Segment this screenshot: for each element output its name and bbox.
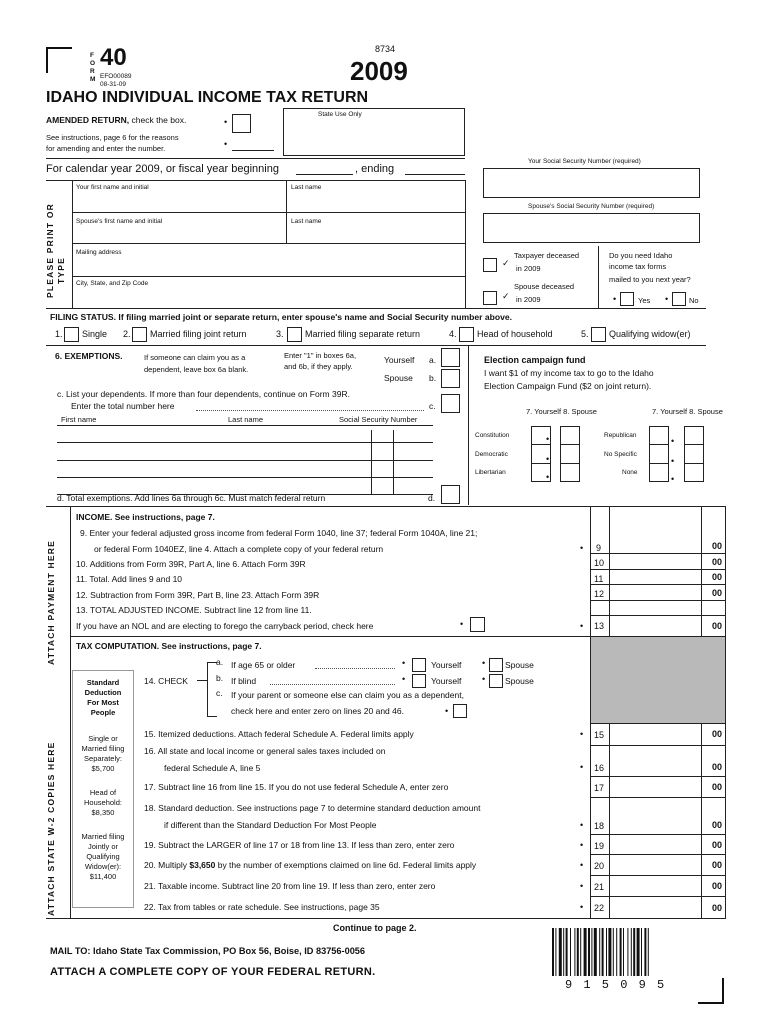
line-20-text: 20. Multiply $3,650 by the number of exemptions claimed on line 6d. Federal limits apply bbox=[144, 860, 477, 870]
line-14a-letter: a. bbox=[216, 657, 224, 667]
exemptions-claim-2: dependent, leave box 6a blank. bbox=[144, 365, 249, 374]
form-number: 40 bbox=[100, 44, 127, 71]
election-right-yourself-col[interactable] bbox=[649, 426, 669, 482]
dependent-row[interactable] bbox=[57, 460, 433, 461]
blind-yourself-checkbox[interactable] bbox=[412, 674, 426, 688]
checkmark-icon: ✓ bbox=[502, 291, 510, 301]
attach-payment-label: ATTACH PAYMENT HERE bbox=[46, 540, 56, 665]
line-19-text: 19. Subtract the LARGER of line 17 or 18 from line 13. If less than zero, enter zero bbox=[144, 840, 455, 850]
std-title: Standard Deduction For Most People bbox=[84, 678, 122, 717]
line-18-amount[interactable]: 00 bbox=[711, 820, 722, 830]
election-col-right: 7. Yourself 8. Spouse bbox=[652, 407, 723, 416]
line-21-text: 21. Taxable income. Subtract line 20 from line 19. If less than zero, enter zero bbox=[144, 881, 436, 891]
filing-hoh-label: Head of household bbox=[477, 329, 553, 339]
line-19-amount[interactable]: 00 bbox=[711, 840, 722, 850]
line-9-num: 9 bbox=[596, 543, 602, 553]
barcode-bar bbox=[574, 928, 575, 976]
filing-option-2-num: 2. bbox=[123, 329, 131, 339]
filing-single-checkbox[interactable] bbox=[64, 327, 79, 342]
barcode-bar bbox=[602, 928, 604, 976]
line-16-text-a: 16. All state and local income or general sales taxes included on bbox=[144, 746, 386, 756]
filing-status-header: FILING STATUS. If filing married joint or separate return, enter spouse's name and Social Security number above. bbox=[50, 312, 513, 322]
corner-mark-top-left bbox=[46, 47, 72, 73]
line-12-amount[interactable]: 00 bbox=[711, 588, 722, 598]
election-col-left: 7. Yourself 8. Spouse bbox=[526, 407, 597, 416]
filing-option-1-num: 1. bbox=[55, 329, 63, 339]
state-use-label: State Use Only bbox=[318, 111, 362, 118]
line-14c-letter: c. bbox=[216, 688, 223, 698]
line-15-num: 15 bbox=[594, 730, 605, 740]
line-13-text-a: 13. TOTAL ADJUSTED INCOME. Subtract line 12 from line 11. bbox=[76, 605, 312, 615]
line-18-text-a: 18. Standard deduction. See instructions page 7 to determine standard deduction amount bbox=[144, 803, 481, 813]
barcode-bar bbox=[559, 928, 562, 976]
dependents-col-first: First name bbox=[61, 415, 97, 424]
nol-checkbox[interactable] bbox=[470, 617, 485, 632]
exemptions-b-letter: b. bbox=[429, 373, 437, 383]
form-code: EFO00089 bbox=[100, 73, 132, 80]
dependents-instructions: c. List your dependents. If more than four dependents, continue on Form 39R. bbox=[57, 389, 350, 399]
line-12-num: 12 bbox=[594, 589, 605, 599]
barcode-bar bbox=[613, 928, 614, 976]
fiscal-begin-field[interactable] bbox=[296, 174, 353, 175]
line-12-text: 12. Subtraction from Form 39R, Part B, line 23. Attach Form 39R bbox=[76, 590, 320, 600]
line-19-num: 19 bbox=[594, 841, 605, 851]
total-exemptions-label: d. Total exemptions. Add lines 6a through 6c. Must match federal return bbox=[57, 493, 326, 503]
barcode-bar bbox=[631, 928, 632, 976]
filing-widow-label: Qualifying widow(er) bbox=[609, 329, 691, 339]
forms-question-3: mailed to you next year? bbox=[609, 275, 691, 284]
barcode-bar bbox=[606, 928, 607, 976]
dependents-enter-total: Enter the total number here bbox=[71, 401, 175, 411]
line-10-num: 10 bbox=[594, 558, 605, 568]
line-15-text: 15. Itemized deductions. Attach federal Schedule A. Federal limits apply bbox=[144, 729, 414, 739]
party-none: None bbox=[622, 469, 638, 476]
dependent-claim-checkbox[interactable] bbox=[453, 704, 467, 718]
dependents-col-last: Last name bbox=[228, 415, 264, 424]
line-22-text: 22. Tax from tables or rate schedule. See instructions, page 35 bbox=[144, 902, 380, 912]
line-22-num: 22 bbox=[594, 903, 605, 913]
blind-yourself-label: Yourself bbox=[431, 676, 462, 686]
line-9-text-b: or federal Form 1040EZ, line 4. Attach a complete copy of your federal return bbox=[94, 544, 384, 554]
attach-federal-return: ATTACH A COMPLETE COPY OF YOUR FEDERAL RETURN. bbox=[50, 966, 376, 978]
barcode-bar bbox=[641, 928, 642, 976]
party-democratic: Democratic bbox=[475, 451, 508, 458]
city-state-zip-field[interactable]: City, State, and Zip Code bbox=[76, 280, 149, 287]
line-11-num: 11 bbox=[594, 574, 604, 584]
tax-year: 2009 bbox=[350, 56, 408, 86]
line-9-amount[interactable]: 00 bbox=[711, 541, 722, 551]
filing-separate-label: Married filing separate return bbox=[305, 329, 421, 339]
blind-spouse-checkbox[interactable] bbox=[489, 674, 503, 688]
barcode-bar bbox=[627, 928, 628, 976]
tax-computation-header: TAX COMPUTATION. See instructions, page 7. bbox=[76, 641, 262, 651]
age65-yourself-label: Yourself bbox=[431, 660, 462, 670]
forms-yes-checkbox[interactable] bbox=[620, 292, 634, 306]
calendar-year-text: For calendar year 2009, or fiscal year beginning bbox=[46, 163, 279, 175]
exemptions-a-letter: a. bbox=[429, 355, 437, 365]
line-15-amount[interactable]: 00 bbox=[711, 729, 722, 739]
exemptions-label: 6. EXEMPTIONS. bbox=[55, 351, 123, 361]
forms-yes-label: Yes bbox=[638, 296, 651, 305]
barcode-bar bbox=[570, 928, 571, 976]
forms-question-2: income tax forms bbox=[609, 262, 667, 271]
exemption-6c-input[interactable] bbox=[441, 394, 460, 413]
line-18-num: 18 bbox=[594, 821, 605, 831]
line-11-amount[interactable]: 00 bbox=[711, 572, 722, 582]
corner-mark-bottom-right bbox=[698, 978, 724, 1004]
line-20-num: 20 bbox=[594, 861, 605, 871]
age65-spouse-label: Spouse bbox=[505, 660, 534, 670]
state-use-box bbox=[283, 108, 465, 156]
exemptions-yourself-label: Yourself bbox=[384, 355, 415, 365]
barcode-bar bbox=[644, 928, 646, 976]
exemptions-enter-2: and 6b, if they apply. bbox=[284, 362, 353, 371]
page-title: IDAHO INDIVIDUAL INCOME TAX RETURN bbox=[46, 89, 369, 106]
filing-separate-checkbox[interactable] bbox=[287, 327, 302, 342]
line-17-num: 17 bbox=[594, 783, 605, 793]
exemptions-enter-1: Enter "1" in boxes 6a, bbox=[284, 351, 357, 360]
filing-option-4-num: 4. bbox=[449, 329, 457, 339]
line-14c-text-2: check here and enter zero on lines 20 and 46. bbox=[231, 706, 404, 716]
ssn-label: Your Social Security Number (required) bbox=[528, 158, 641, 165]
forms-no-checkbox[interactable] bbox=[672, 292, 686, 306]
party-libertarian: Libertarian bbox=[475, 469, 506, 476]
filing-widow-checkbox[interactable] bbox=[591, 327, 606, 342]
barcode bbox=[552, 928, 684, 976]
barcode-number: 9 1 5 0 9 5 bbox=[565, 978, 667, 992]
top-code: 8734 bbox=[375, 44, 396, 54]
amended-reason-line[interactable] bbox=[232, 150, 274, 151]
form-date: 08-31-09 bbox=[100, 81, 127, 88]
exemptions-spouse-label: Spouse bbox=[384, 373, 413, 383]
line-16-amount[interactable]: 00 bbox=[711, 762, 722, 772]
filing-joint-label: Married filing joint return bbox=[150, 329, 247, 339]
barcode-bar bbox=[584, 928, 587, 976]
barcode-bar bbox=[580, 928, 581, 976]
line-16-text-b: federal Schedule A, line 5 bbox=[164, 763, 261, 773]
barcode-bar bbox=[616, 928, 617, 976]
line-10-text: 10. Additions from Form 39R, Part A, line 6. Attach Form 39R bbox=[76, 559, 306, 569]
amended-label: AMENDED RETURN, check the box. bbox=[46, 115, 187, 125]
calendar-ending: , ending bbox=[355, 163, 395, 175]
barcode-bar bbox=[637, 928, 640, 976]
exemptions-c-letter: c. bbox=[429, 401, 436, 411]
exemptions-claim-1: If someone can claim you as a bbox=[144, 353, 246, 362]
barcode-bar bbox=[591, 928, 592, 976]
age65-spouse-checkbox[interactable] bbox=[489, 658, 503, 672]
barcode-bar bbox=[633, 928, 635, 976]
line-17-amount[interactable]: 00 bbox=[711, 782, 722, 792]
dependents-col-ssn: Social Security Number bbox=[339, 415, 418, 424]
dependent-row[interactable] bbox=[57, 477, 433, 478]
spouse-ssn-input[interactable] bbox=[483, 213, 700, 243]
amended-checkbox[interactable] bbox=[232, 114, 251, 133]
spouse-deceased-label: Spouse deceased bbox=[514, 282, 575, 291]
barcode-bar bbox=[555, 928, 556, 976]
filing-joint-checkbox[interactable] bbox=[132, 327, 147, 342]
exemptions-d-letter: d. bbox=[428, 493, 436, 503]
line-22-amount[interactable]: 00 bbox=[711, 903, 722, 913]
barcode-bar bbox=[588, 928, 590, 976]
filing-single-label: Single bbox=[82, 329, 108, 339]
barcode-bar bbox=[594, 928, 597, 976]
income-header: INCOME. See instructions, page 7. bbox=[76, 512, 215, 522]
spouse-deceased-checkbox[interactable] bbox=[483, 291, 497, 305]
line-13-amount[interactable]: 00 bbox=[711, 621, 722, 631]
spouse-deceased-year: in 2009 bbox=[516, 295, 541, 304]
election-text-2: Election Campaign Fund ($2 on joint return). bbox=[484, 381, 652, 391]
barcode-bar bbox=[577, 928, 579, 976]
age65-yourself-checkbox[interactable] bbox=[412, 658, 426, 672]
line-10-amount[interactable]: 00 bbox=[711, 557, 722, 567]
barcode-bar bbox=[620, 928, 622, 976]
barcode-bar bbox=[563, 928, 564, 976]
fiscal-end-field[interactable] bbox=[405, 174, 465, 175]
line-11-text: 11. Total. Add lines 9 and 10 bbox=[76, 574, 183, 584]
line-20-amount[interactable]: 00 bbox=[711, 860, 722, 870]
shaded-area bbox=[591, 637, 725, 723]
line-14c-text-1: If your parent or someone else can claim you as a dependent, bbox=[231, 690, 464, 700]
line-13-text-b: If you have an NOL and are electing to forego the carryback period, check here bbox=[76, 621, 374, 631]
forms-no-label: No bbox=[689, 296, 699, 305]
election-text-1: I want $1 of my income tax to go to the Idaho bbox=[484, 368, 654, 378]
spouse-last-name-field[interactable]: Last name bbox=[291, 218, 322, 225]
dependent-row[interactable] bbox=[57, 442, 433, 443]
barcode-bar bbox=[566, 928, 568, 976]
line-14b-letter: b. bbox=[216, 673, 224, 683]
mail-to-address: MAIL TO: Idaho State Tax Commission, PO Box 56, Boise, ID 83756-0056 bbox=[50, 946, 366, 956]
line-16-num: 16 bbox=[594, 763, 605, 773]
spouse-ssn-label: Spouse's Social Security Number (required) bbox=[528, 203, 655, 210]
taxpayer-deceased-year: in 2009 bbox=[516, 264, 541, 273]
election-left-spouse-col[interactable] bbox=[560, 426, 580, 482]
line-14b-text: If blind bbox=[231, 676, 257, 686]
taxpayer-deceased-checkbox[interactable] bbox=[483, 258, 497, 272]
line-18-text-b: if different than the Standard Deduction For Most People bbox=[164, 820, 377, 830]
form-letters: F O R M bbox=[90, 52, 96, 83]
std-single: Single or Married filing Separately: $5,700 bbox=[81, 734, 125, 773]
last-name-field[interactable]: Last name bbox=[291, 184, 322, 191]
line-17-text: 17. Subtract line 16 from line 15. If you do not use federal Schedule A, enter zero bbox=[144, 782, 449, 792]
barcode-bar bbox=[623, 928, 624, 976]
blind-spouse-label: Spouse bbox=[505, 676, 534, 686]
first-name-field[interactable]: Your first name and initial bbox=[76, 184, 149, 191]
spouse-first-name-field[interactable]: Spouse's first name and initial bbox=[76, 218, 163, 225]
filing-option-5-num: 5. bbox=[581, 329, 589, 339]
party-constitution: Constitution bbox=[475, 432, 510, 439]
party-no-specific: No Specific bbox=[604, 451, 637, 458]
print-type-label: PLEASE PRINT OR TYPE bbox=[45, 203, 66, 298]
line-21-amount[interactable]: 00 bbox=[711, 881, 722, 891]
checkmark-icon: ✓ bbox=[502, 258, 510, 268]
std-head-of-household: Head of Household: $8,350 bbox=[84, 788, 122, 817]
mailing-address-field[interactable]: Mailing address bbox=[76, 249, 122, 256]
line-13-num: 13 bbox=[594, 621, 605, 631]
std-married-joint: Married filing Jointly or Qualifying Widow(er): $11,400 bbox=[81, 832, 125, 881]
filing-option-3-num: 3. bbox=[276, 329, 284, 339]
amended-note-1: See instructions, page 6 for the reasons bbox=[46, 133, 179, 142]
line-14-label: 14. CHECK bbox=[144, 676, 188, 686]
line-21-num: 21 bbox=[594, 882, 605, 892]
taxpayer-deceased-label: Taxpayer deceased bbox=[514, 251, 580, 260]
line-14a-text: If age 65 or older bbox=[231, 660, 296, 670]
election-right-spouse-col[interactable] bbox=[684, 426, 704, 482]
barcode-bar bbox=[599, 928, 600, 976]
attach-w2-label: ATTACH STATE W-2 COPIES HERE bbox=[46, 741, 56, 916]
exemption-6b-input[interactable] bbox=[441, 369, 460, 388]
exemption-6d-input[interactable] bbox=[441, 485, 460, 504]
barcode-bar bbox=[608, 928, 611, 976]
party-republican: Republican bbox=[604, 432, 637, 439]
barcode-bar bbox=[552, 928, 554, 976]
forms-question-1: Do you need Idaho bbox=[609, 251, 673, 260]
line-9-text-a: 9. Enter your federal adjusted gross income from federal Form 1040, line 37; federal Form 1040A, line 21; bbox=[80, 528, 478, 538]
election-title: Election campaign fund bbox=[484, 355, 586, 365]
barcode-bar bbox=[648, 928, 649, 976]
ssn-input[interactable] bbox=[483, 168, 700, 198]
amended-note-2: for amending and enter the number. bbox=[46, 144, 166, 153]
filing-hoh-checkbox[interactable] bbox=[459, 327, 474, 342]
exemption-6a-input[interactable] bbox=[441, 348, 460, 367]
continue-label: Continue to page 2. bbox=[333, 923, 417, 933]
